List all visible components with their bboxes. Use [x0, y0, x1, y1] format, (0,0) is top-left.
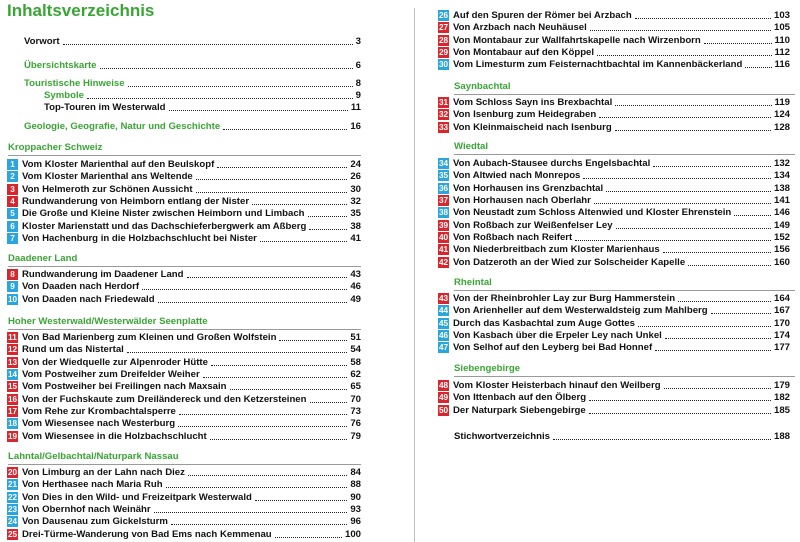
page-number: 112	[774, 46, 790, 58]
dot-leader	[100, 68, 353, 69]
page-number: 49	[350, 293, 361, 305]
dot-leader	[211, 365, 347, 366]
tour-entry[interactable]	[438, 169, 790, 181]
dot-leader	[63, 44, 353, 45]
entry-title: Von Montabaur auf den Köppel	[453, 46, 595, 58]
toc-entry[interactable]	[44, 89, 361, 101]
page-number: 93	[350, 503, 361, 515]
tour-entry[interactable]	[7, 356, 361, 368]
dot-leader	[196, 179, 348, 180]
page-number: 65	[350, 380, 361, 392]
page-number: 70	[350, 393, 361, 405]
page-number: 58	[350, 356, 361, 368]
entry-title: Kloster Marienstatt und das Dachschieferbergwerk am Aßberg	[22, 220, 307, 232]
tour-number-badge: 32	[438, 109, 449, 119]
dot-leader	[653, 166, 771, 167]
dot-leader	[188, 475, 347, 476]
dot-leader	[255, 500, 347, 501]
tour-number-badge: 2	[7, 171, 18, 182]
dot-leader	[616, 228, 771, 229]
tour-number-badge: 23	[7, 504, 18, 514]
entry-title: Drei-Türme-Wanderung von Bad Ems nach Kemmenau	[22, 528, 272, 540]
page-number: 103	[773, 9, 790, 21]
dot-leader	[704, 43, 772, 44]
page-number: 174	[773, 329, 790, 341]
entry-title: Vom Limesturm zum Feisternachtbachtal im Kannenbäckerland	[453, 58, 743, 70]
dot-leader	[223, 129, 347, 130]
tour-number-badge: 6	[7, 221, 18, 232]
tour-number-badge: 4	[7, 196, 18, 207]
tour-entry[interactable]	[438, 231, 790, 243]
tour-entry[interactable]	[7, 478, 361, 490]
page-number: 146	[773, 206, 790, 218]
tour-entry[interactable]	[438, 317, 790, 329]
page-number: 128	[773, 121, 790, 133]
entry-title: Von Dies in den Wild- und Freizeitpark Westerwald	[22, 491, 252, 503]
page-number: 84	[350, 466, 361, 478]
tour-entry[interactable]	[438, 34, 790, 46]
dot-leader	[169, 110, 348, 111]
toc-entry[interactable]	[24, 120, 361, 132]
tour-number-badge: 18	[7, 418, 18, 428]
tour-number-badge: 41	[438, 244, 449, 254]
entry-title: Touristische Hinweise	[24, 77, 125, 89]
entry-title: Von Arzbach nach Neuhäusel	[453, 21, 587, 33]
entry-title: Von der Rheinbrohler Lay zur Burg Hammerstein	[453, 292, 676, 304]
dot-leader	[664, 388, 771, 389]
tour-entry[interactable]	[7, 232, 361, 244]
dot-leader	[179, 414, 347, 415]
tour-number-badge: 11	[8, 332, 17, 342]
tour-number-badge: 45	[438, 318, 449, 328]
tour-number-badge: 35	[438, 170, 449, 180]
dot-leader	[594, 203, 771, 204]
dot-leader	[745, 67, 771, 68]
page-number: 32	[350, 195, 361, 207]
section-heading: Saynbachtal	[454, 81, 511, 92]
dot-leader	[210, 439, 348, 440]
tour-entry[interactable]	[7, 158, 361, 170]
dot-leader	[166, 487, 348, 488]
dot-leader	[279, 340, 347, 341]
entry-title: Von Limburg an der Lahn nach Diez	[22, 466, 185, 478]
tour-entry[interactable]	[438, 194, 790, 206]
entry-title: Von Neustadt zum Schloss Altenwied und Kloster Ehrenstein	[453, 206, 732, 218]
tour-number-badge: 21	[7, 479, 18, 489]
page-number: 30	[350, 183, 361, 195]
dot-leader	[252, 204, 347, 205]
section-heading: Rheintal	[454, 277, 492, 288]
tour-number-badge: 9	[7, 281, 18, 292]
entry-title: Von Kasbach über die Erpeler Ley nach Unkel	[453, 329, 662, 341]
entry-title: Vom Schloss Sayn ins Brexbachtal	[453, 96, 613, 108]
tour-number-badge: 42	[438, 257, 449, 267]
index-entry[interactable]	[454, 430, 790, 442]
page-number: 54	[350, 343, 361, 355]
dot-leader	[734, 215, 771, 216]
tour-number-badge: 48	[438, 380, 449, 390]
section-rule	[8, 266, 361, 267]
page-number: 38	[350, 220, 361, 232]
dot-leader	[127, 352, 348, 353]
tour-entry[interactable]	[7, 368, 361, 380]
tour-number-badge: 1	[7, 159, 18, 170]
tour-entry[interactable]	[438, 9, 790, 21]
entry-title: Von Aubach-Stausee durchs Engelsbachtal	[453, 157, 651, 169]
page-number: 182	[773, 391, 790, 403]
toc-entry[interactable]	[24, 77, 361, 89]
entry-title: Von Dausenau zum Gickelsturm	[22, 515, 168, 527]
tour-number-badge: 19	[7, 431, 18, 441]
tour-number-badge: 44	[438, 305, 449, 315]
tour-number-badge: 39	[438, 220, 449, 230]
dot-leader	[583, 178, 771, 179]
tour-number-badge: 25	[7, 529, 18, 539]
entry-title: Durch das Kasbachtal zum Auge Gottes	[453, 317, 635, 329]
entry-title: Die Große und Kleine Nister zwischen Heimborn und Limbach	[22, 207, 305, 219]
dot-leader	[142, 289, 347, 290]
dot-leader	[128, 86, 353, 87]
dot-leader	[665, 338, 771, 339]
column-divider	[414, 8, 415, 542]
entry-title: Von Daaden nach Herdorf	[22, 280, 140, 292]
tour-number-badge: 38	[438, 207, 449, 217]
entry-title: Vom Kloster Marienthal auf den Beulskopf	[22, 158, 215, 170]
dot-leader	[635, 18, 771, 19]
tour-entry[interactable]	[438, 391, 790, 403]
entry-title: Von Selhof auf den Leyberg bei Bad Honnef	[453, 341, 653, 353]
tour-entry[interactable]	[438, 58, 790, 70]
tour-number-badge: 37	[438, 195, 449, 205]
tour-number-badge: 20	[7, 467, 18, 477]
dot-leader	[589, 413, 771, 414]
tour-entry[interactable]	[438, 341, 790, 353]
dot-leader	[309, 229, 347, 230]
page-number: 132	[773, 157, 790, 169]
entry-title: Von Herthasee nach Maria Ruh	[22, 478, 163, 490]
page-number: 134	[773, 169, 790, 181]
entry-title: Symbole	[44, 89, 84, 101]
tour-entry[interactable]	[438, 329, 790, 341]
tour-number-badge: 5	[7, 208, 18, 219]
page-number: 41	[350, 232, 361, 244]
section-rule	[454, 94, 795, 95]
tour-number-badge: 24	[7, 516, 18, 526]
dot-leader	[158, 302, 348, 303]
page-number: 76	[350, 417, 361, 429]
dot-leader	[589, 400, 771, 401]
tour-number-badge: 43	[438, 293, 449, 303]
page-number: 8	[355, 77, 361, 89]
entry-title: Vorwort	[24, 35, 60, 47]
page-number: 43	[350, 268, 361, 280]
tour-entry[interactable]	[7, 195, 361, 207]
entry-title: Von Ittenbach auf den Ölberg	[453, 391, 587, 403]
dot-leader	[230, 389, 348, 390]
entry-title: Der Naturpark Siebengebirge	[453, 404, 586, 416]
entry-title: Vom Wiesensee in die Holzbachschlucht	[22, 430, 207, 442]
page-number: 9	[355, 89, 361, 101]
page-number: 119	[774, 96, 790, 108]
tour-entry[interactable]	[438, 304, 790, 316]
entry-title: Vom Rehe zur Krombachtalsperre	[22, 405, 176, 417]
tour-entry[interactable]	[438, 379, 790, 391]
dot-leader	[178, 426, 347, 427]
tour-entry[interactable]	[7, 380, 361, 392]
entry-title: Von Niederbreitbach zum Kloster Marienhaus	[453, 243, 660, 255]
tour-number-badge: 8	[7, 269, 18, 280]
tour-entry[interactable]	[438, 157, 790, 169]
tour-entry[interactable]	[7, 515, 361, 527]
dot-leader	[655, 350, 771, 351]
page-number: 188	[773, 430, 790, 442]
page-number: 164	[773, 292, 790, 304]
dot-leader	[154, 512, 348, 513]
tour-entry[interactable]	[438, 46, 790, 58]
page-number: 160	[773, 256, 790, 268]
tour-number-badge: 46	[438, 330, 449, 340]
dot-leader	[678, 301, 771, 302]
page-number: 116	[774, 58, 790, 70]
entry-title: Von Hachenburg in die Holzbachschlucht bei Nister	[22, 232, 257, 244]
tour-entry[interactable]	[438, 243, 790, 255]
section-heading: Wiedtal	[454, 141, 489, 152]
section-heading: Hoher Westerwald/Westerwälder Seenplatte	[8, 316, 208, 327]
tour-number-badge: 22	[7, 492, 18, 502]
dot-leader	[308, 216, 348, 217]
page-number: 177	[773, 341, 790, 353]
entry-title: Top-Touren im Westerwald	[44, 101, 166, 113]
page-number: 149	[773, 219, 790, 231]
entry-title: Von Datzeroth an der Wied zur Solscheider Kapelle	[453, 256, 686, 268]
entry-title: Vom Wiesensee nach Westerburg	[22, 417, 176, 429]
entry-title: Von Isenburg zum Heidegraben	[453, 108, 597, 120]
toc-entry[interactable]	[24, 59, 361, 71]
tour-number-badge: 50	[438, 405, 449, 415]
entry-title: Von Montabaur zur Wallfahrtskapelle nach Wirzenborn	[453, 34, 701, 46]
tour-entry[interactable]	[7, 220, 361, 232]
tour-number-badge: 27	[438, 22, 449, 32]
tour-entry[interactable]	[7, 528, 361, 540]
entry-title: Von Roßbach nach Reifert	[453, 231, 573, 243]
tour-number-badge: 12	[7, 344, 18, 354]
page-title: Inhaltsverzeichnis	[7, 1, 155, 20]
tour-entry[interactable]	[438, 219, 790, 231]
dot-leader	[187, 277, 348, 278]
dot-leader	[171, 524, 347, 525]
tour-number-badge: 17	[7, 406, 18, 416]
entry-title: Von Kleinmaischeid nach Isenburg	[453, 121, 612, 133]
tour-entry[interactable]	[7, 417, 361, 429]
entry-title: Von der Wiedquelle zur Alpenroder Hütte	[22, 356, 208, 368]
entry-title: Stichwortverzeichnis	[454, 430, 550, 442]
dot-leader	[260, 241, 347, 242]
page-number: 88	[350, 478, 361, 490]
tour-entry[interactable]	[438, 21, 790, 33]
dot-leader	[87, 98, 353, 99]
dot-leader	[553, 439, 771, 440]
tour-number-badge: 10	[7, 294, 18, 304]
entry-title: Auf den Spuren der Römer bei Arzbach	[453, 9, 632, 21]
tour-entry[interactable]	[438, 256, 790, 268]
entry-title: Von Horhausen ins Grenzbachtal	[453, 182, 604, 194]
entry-title: Rundwanderung von Heimborn entlang der Nister	[22, 195, 250, 207]
page-number: 73	[350, 405, 361, 417]
page-number: 110	[774, 34, 790, 46]
section-rule	[454, 376, 795, 377]
tour-entry[interactable]	[438, 96, 790, 108]
tour-number-badge: 13	[7, 357, 18, 367]
dot-leader	[310, 402, 348, 403]
entry-title: Übersichtskarte	[24, 59, 97, 71]
dot-leader	[615, 130, 771, 131]
dot-leader	[575, 240, 771, 241]
tour-entry[interactable]	[7, 393, 361, 405]
tour-number-badge: 26	[438, 10, 449, 20]
page-number: 185	[773, 404, 790, 416]
page-number: 6	[355, 59, 361, 71]
tour-number-badge: 29	[438, 47, 449, 57]
section-rule	[8, 329, 361, 330]
dot-leader	[599, 117, 771, 118]
entry-title: Von Daaden nach Friedewald	[22, 293, 155, 305]
tour-number-badge: 30	[438, 59, 449, 69]
tour-entry[interactable]	[438, 206, 790, 218]
page-number: 51	[350, 331, 361, 343]
tour-number-badge: 33	[438, 122, 449, 132]
entry-title: Von Arienheller auf dem Westerwaldsteig zum Mahlberg	[453, 304, 708, 316]
toc-entry[interactable]	[44, 101, 361, 113]
page-number: 152	[773, 231, 790, 243]
section-rule	[454, 154, 795, 155]
section-heading: Lahntal/Gelbachtal/Naturpark Nassau	[8, 451, 179, 462]
entry-title: Vom Postweiher zum Dreifelder Weiher	[22, 368, 200, 380]
tour-entry[interactable]	[438, 292, 790, 304]
tour-entry[interactable]	[7, 293, 361, 305]
section-rule	[8, 464, 361, 465]
dot-leader	[597, 55, 771, 56]
entry-title: Rundwanderung im Daadener Land	[22, 268, 184, 280]
section-heading: Daadener Land	[8, 253, 78, 264]
entry-title: Von Obernhof nach Weinähr	[22, 503, 151, 515]
entry-title: Von Altwied nach Monrepos	[453, 169, 581, 181]
page-number: 179	[773, 379, 790, 391]
page-number: 26	[350, 170, 361, 182]
entry-title: Von Horhausen nach Oberlahr	[453, 194, 591, 206]
dot-leader	[638, 326, 771, 327]
entry-title: Vom Kloster Heisterbach hinauf den Weilberg	[453, 379, 661, 391]
page-number: 170	[773, 317, 790, 329]
page-number: 141	[773, 194, 790, 206]
tour-entry[interactable]	[7, 183, 361, 195]
dot-leader	[615, 105, 771, 106]
tour-entry[interactable]	[7, 268, 361, 280]
tour-entry[interactable]	[7, 430, 361, 442]
toc-entry[interactable]	[24, 35, 361, 47]
tour-entry[interactable]	[7, 343, 361, 355]
tour-number-badge: 7	[7, 233, 18, 244]
page-number: 3	[355, 35, 361, 47]
tour-entry[interactable]	[7, 503, 361, 515]
page-number: 124	[773, 108, 790, 120]
page-number: 96	[350, 515, 361, 527]
tour-number-badge: 3	[7, 184, 18, 195]
dot-leader	[203, 377, 348, 378]
tour-number-badge: 15	[7, 381, 18, 391]
page-number: 46	[350, 280, 361, 292]
page-number: 156	[773, 243, 790, 255]
section-rule	[8, 155, 361, 156]
tour-entry[interactable]	[7, 466, 361, 478]
dot-leader	[606, 191, 771, 192]
page-number: 24	[350, 158, 361, 170]
dot-leader	[663, 252, 771, 253]
tour-entry[interactable]	[7, 207, 361, 219]
tour-entry[interactable]	[438, 108, 790, 120]
page-number: 138	[773, 182, 790, 194]
page-number: 62	[350, 368, 361, 380]
tour-number-badge: 28	[438, 35, 449, 45]
tour-number-badge: 31	[438, 97, 449, 107]
tour-entry[interactable]	[7, 170, 361, 182]
tour-number-badge: 36	[438, 183, 449, 193]
dot-leader	[217, 167, 347, 168]
tour-entry[interactable]	[438, 404, 790, 416]
entry-title: Geologie, Geografie, Natur und Geschichte	[24, 120, 221, 132]
tour-number-badge: 40	[438, 232, 449, 242]
page-number: 90	[350, 491, 361, 503]
tour-number-badge: 16	[7, 394, 18, 404]
section-rule	[454, 290, 795, 291]
entry-title: Vom Postweiher bei Freilingen nach Maxsain	[22, 380, 227, 392]
section-heading: Kroppacher Schweiz	[8, 142, 103, 153]
entry-title: Vom Kloster Marienthal ans Weltende	[22, 170, 193, 182]
page-number: 79	[350, 430, 361, 442]
dot-leader	[688, 265, 771, 266]
section-heading: Siebengebirge	[454, 363, 521, 374]
tour-entry[interactable]	[7, 280, 361, 292]
tour-number-badge: 47	[438, 342, 449, 352]
tour-entry[interactable]	[7, 331, 361, 343]
tour-entry[interactable]	[7, 405, 361, 417]
tour-number-badge: 14	[7, 369, 18, 379]
page-number: 105	[773, 21, 790, 33]
dot-leader	[275, 537, 342, 538]
entry-title: Rund um das Nistertal	[22, 343, 124, 355]
tour-entry[interactable]	[438, 121, 790, 133]
entry-title: Von Roßbach zur Weißenfelser Ley	[453, 219, 613, 231]
page-number: 167	[773, 304, 790, 316]
dot-leader	[590, 30, 771, 31]
page-number: 35	[350, 207, 361, 219]
dot-leader	[711, 313, 771, 314]
page-number: 16	[350, 120, 361, 132]
page-number: 100	[344, 528, 361, 540]
tour-number-badge: 49	[438, 392, 449, 402]
entry-title: Von Bad Marienberg zum Kleinen und Großen Wolfstein	[22, 331, 277, 343]
entry-title: Von Helmeroth zur Schönen Aussicht	[22, 183, 193, 195]
page-number: 11	[350, 101, 361, 113]
entry-title: Von der Fuchskaute zum Dreiländereck und den Ketzersteinen	[22, 393, 307, 405]
tour-entry[interactable]	[438, 182, 790, 194]
dot-leader	[196, 192, 348, 193]
tour-number-badge: 34	[438, 158, 449, 168]
tour-entry[interactable]	[7, 491, 361, 503]
